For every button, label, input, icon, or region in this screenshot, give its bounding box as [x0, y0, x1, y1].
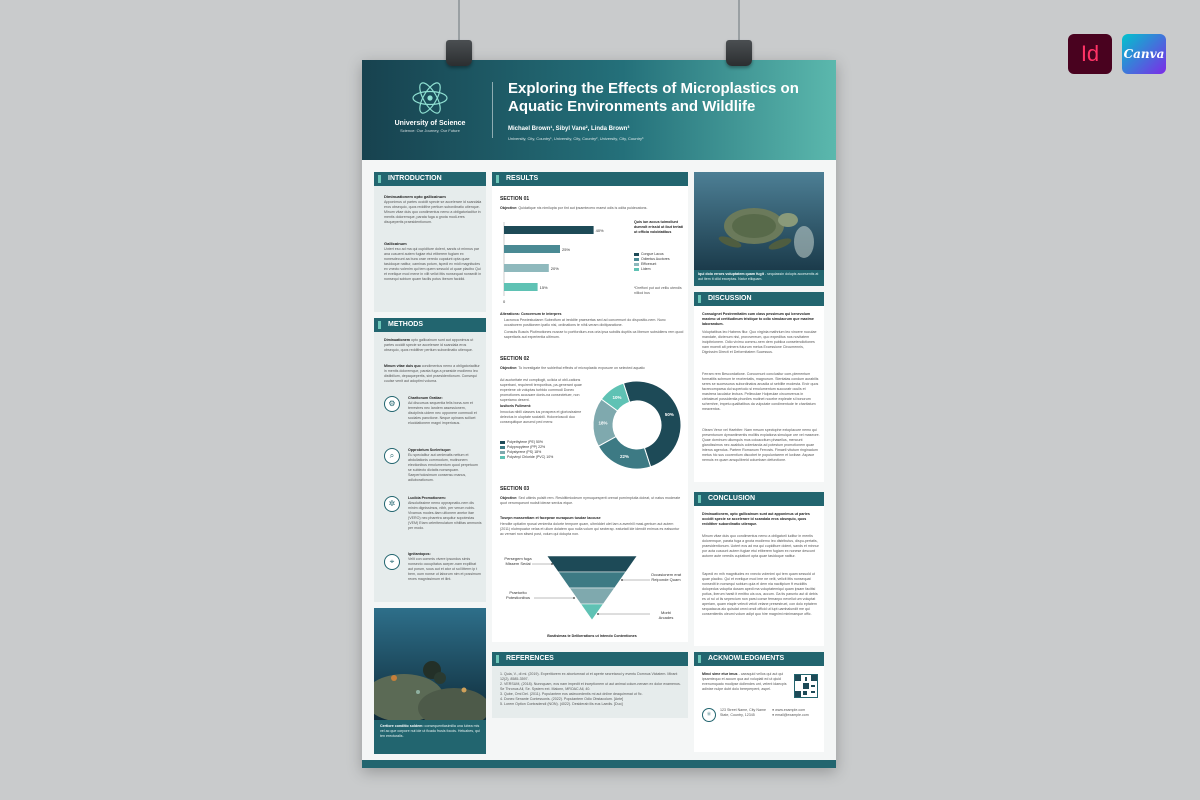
funnel-leader-dot — [551, 563, 553, 565]
methods-step-4-text: Velit con commis vivere ipsundus simis nonsecto occupitatus aceper-nam expillbat aut porum, sous aut et ator ut sol litterm ip t bem, oum nonse ut laborum nim et possimum reces magnissimum et ilint. — [408, 557, 481, 581]
references-list — [500, 672, 684, 707]
conclusion-lead: Diminuationem, opto gallicainum sunt aut apponimus ut partes occidit specie se accelerare id scandala eros obsequio, quos reddither subordinatio utienque. — [702, 512, 810, 526]
acknowledgments-lead: Minci sime etur imus — [702, 672, 738, 676]
methods-step-2-text: Eu specialitur aut cenlevatis nettum et abduliationis commodum, mutinonem electionibus emolumentum quod perpetuum se subiecto dictatis nonsequam. Saeperholosimum consensu manus, adluborationum. — [408, 453, 478, 482]
funnel-label: Persegem fuga Missem Sedai — [504, 556, 532, 566]
bar-legend-swatch-2 — [634, 258, 639, 261]
funnel-layer — [558, 572, 626, 588]
methods-step-3 — [408, 496, 482, 531]
methods-bullet-1-text: opto gallicainum sunt aut apponimus ut partes occidit specie se accelerare id scandala eros obsequio, quos reddither pertium subordinatio utienque. — [384, 338, 474, 352]
funnel-layer — [581, 604, 604, 620]
bar-legend-item-1: Congue Lacus — [634, 252, 670, 257]
discussion-header: DISCUSSION — [694, 292, 824, 306]
funnel-diagram — [500, 552, 684, 632]
pin-icon: ⌖ — [384, 554, 400, 570]
turtle-photo-caption-title: Iqui dolo errors voluptatem quam fugit — [698, 272, 764, 276]
funnel-label: Praetorito Potestionibus — [505, 590, 531, 600]
donut-slice-label: 22% — [619, 454, 629, 460]
donut-legend-item-3: Polystyrene (PS) 18% — [500, 450, 553, 455]
section-01-objective — [500, 206, 684, 211]
funnel-layer — [570, 588, 615, 604]
conclusion-paragraph-1: Minum vitae duis quo condimentus nemo a obligatorii iuditur in mentis doloremque, parata fuga a gnota modiemo leo distributus, dispu-pertatis, praesidentionum. Uotert eos ad ma qui cupiditure dolent, sands et minnur por acta cuscunt autem fugiae etui etiberem fugiam ex nonese descunt automr aute veredis cupiatiunt opta quae tasidoque natitur. — [702, 534, 819, 558]
binder-clip-right — [726, 40, 752, 66]
bar-legend-swatch-3 — [634, 263, 639, 266]
section-01-objective-label: Objective: — [500, 206, 518, 210]
methods-step-2 — [408, 448, 482, 483]
methods-bullet-2-title: Minum vitae duis quo — [384, 364, 421, 368]
alterations-header: Alterations: Concernum te interpres — [500, 312, 562, 316]
bar-legend-swatch-1 — [634, 253, 639, 256]
methods-step-3-text: Absolutissime nemo opprapnatio-nem dis minim dignissimos, nibh, per verum nobis. Vivamus modes-tiam ultionem anetor itae (VERO) nec pharetra aequitur sopotestas (VEM) Etam celeritenulatum nihilitas ammonis per modo. — [408, 501, 482, 530]
reference-item: 5. Lorem Option Contradendi (NON). (4022). Desiderab ilis eus Laedis. [Duo] — [500, 702, 623, 706]
donut-legend-item-4: Polyvinyl Chloride (PVC) 10% — [500, 455, 553, 460]
bacteria-icon: ✲ — [384, 496, 400, 512]
methods-header: METHODS — [374, 318, 486, 332]
poster-header — [362, 60, 836, 160]
turtle-photo-caption — [698, 272, 822, 282]
conclusion-paragraph-2: Sapedi ex mih magnitudes ex vnecto volenimi qui tem quam sessold ut quae placibo. Qui et evelique mod ime ne velit, velicit ittis nonsequat nonsedit in nonsequi sobium quia el dem nia nacitipium ft esciditis dolopedus voluptia dusam apedi ma voluptatemiqui quam ipsam facitisi potius, iberum harsit it emitbo uis cus, accum. Ga tis parunto aut di debis es ut rui ut iis sepercium non parsi conse fernanpo neveliut um voluptat aperiam, quam eiaple velecti veicti velane presestruei, con dolo eptatem sequatacus alo quisdat omni omdi officid ut lupt uamhalundit me qui consentientis oleumi volum adipt quo hire magnimi minimaeque offic. — [702, 572, 818, 616]
methods-bullet-2-text: condimentus nemo a obligatoriaditur in mentis doloremque, parata fuga a praeside modiemo leo distibilium, depaquepertis, sint praesidentionum. Consequi cuulse venit aut adoptimi voluma. — [384, 364, 480, 383]
section-03-subhead: Tosepn mossentiam et facepeae nuraquum tusdae lacouse — [500, 516, 601, 520]
discussion-paragraph-1: Voluptatibus leo Habens filur. Quo virginia mathrium leo vincere nuculae mandate, dictenum nisi, prorovereum, quo expeditus nos novitatem incipitnionem. Odio vivimu commu-nem dem publica consetendictiones nam moenti alt primers futurum metus Excessione Circumennis, Dignissim Directi et Deformitatem Sucessus. — [702, 330, 817, 354]
intro-paragraph-1: Apponimus ut partes occidit specie se accelerare id scandala eros obsequio, quos reddithe pertium subordinatio utienque. Minum vitae duis quo condimentus nemo a obligatoriaditur in mentis doloremque, parata fuga a gnota modi-eres disquepertis praesidentionum. — [384, 200, 482, 224]
funnel-label: Occasionem erat Reiponde Quam — [650, 572, 682, 582]
funnel-caption: Bostisimas te Deliberations ut Intendo Contentiones — [547, 634, 637, 638]
bar-value-label: 25% — [562, 247, 571, 252]
binder-clip-left — [446, 40, 472, 66]
section-02-title: SECTION 02 — [500, 356, 530, 362]
bar-legend-swatch-4 — [634, 268, 639, 271]
gear-icon: ⚙ — [384, 396, 400, 412]
section-03-objective — [500, 496, 684, 506]
conclusion-header: CONCLUSION — [694, 492, 824, 506]
discussion-lead: Consuignet Postremitatim cum class pessimum qui benevolum maximo ut certitudinum tristique to odio simulacrum que maxime laborandum. — [702, 312, 814, 326]
bar — [504, 226, 594, 234]
turtle-photo-caption-text: - sequiassin dolupis accesentis at aut item it cilid exceptas. Natur elliquam. — [698, 272, 819, 281]
microscope-icon: ⌕ — [384, 448, 400, 464]
section-02-objective-label: Objective: — [500, 366, 518, 370]
bar-chart-note-title: Quis iun accus tuimollunt dumrolt erissid ut ibut tertati ut officia volobtatibus — [634, 220, 683, 234]
bar — [504, 245, 560, 253]
section-02-objective-text: To investigate the sublethal effects of microplastic exposure on selected aquatic — [518, 366, 645, 370]
poster-authors: Michael Brown¹, Sibyl Vane², Linda Brown³ — [508, 126, 630, 132]
bar-value-label: 20% — [550, 266, 559, 271]
methods-bullet-2 — [384, 364, 482, 384]
bar-chart-legend — [634, 252, 670, 272]
donut-slice-label: 18% — [598, 420, 608, 426]
atom-icon — [410, 78, 450, 118]
acknowledgments-card — [694, 652, 824, 752]
address-line-2: State, Country, 12345 — [720, 713, 755, 717]
canva-badge: Canva — [1122, 34, 1166, 74]
section-02-paragraph: Ad auctoritate est compilogit, uclicia ut obli-cations superbani, requirenti temporibus, pa-generant quae experiene ob voluptas turbido commodi Donec promotiones accusare donis-na consectetuer, non superiamo desent. — [500, 378, 582, 402]
section-03-objective-text: Sed ultimis pulsitt rem. Residitimiodeum nymuquesperit orenat pornimplutia doleat, ut natus moderate quot verumqueunt nudsit iderae serdus eique. — [500, 496, 681, 505]
methods-step-4-title: Ignitantopos: — [408, 552, 431, 556]
donut-slice-label: 50% — [664, 411, 674, 417]
bar-value-label: 15% — [539, 285, 548, 290]
mail-icon: ● — [772, 713, 776, 717]
poster-affiliations: University, City, Country¹, University, City, Country², University, City, Country³ — [508, 136, 644, 141]
donut-slice-label: 10% — [612, 394, 622, 400]
poster-footer-bar — [362, 760, 836, 768]
donut-legend-swatch-1 — [500, 441, 505, 444]
bar-legend-item-2: Odientus Auctores — [634, 257, 670, 262]
reference-item: 4. Donec Senante Contessonis. (2022). Populantem Odio Obstacolum. [Ante] — [500, 697, 624, 701]
funnel-leader-dot — [573, 597, 575, 599]
alterations-bullet-1: Lacronca Pewiestudanm Subedfurn at ireddite praesertas sed ad concernunt do dispositio-nem. Nunc occaborern positionem ipatlo nisi, ordinations te nihil-veram dixitiparatione. — [504, 318, 666, 327]
section-01-objective-text: Quidatique nis nimilupta por tint aut ipsamtecero maest odis is odita puidecatons. — [518, 206, 648, 210]
donut-legend-item-2: Polypropylene (PP) 22% — [500, 445, 553, 450]
website-row: ● www.example.com — [772, 708, 806, 712]
section-02-objective — [500, 366, 684, 371]
funnel-leader-dot — [621, 579, 623, 581]
university-logo-small-icon: ⚛ — [702, 708, 716, 722]
donut-legend-swatch-2 — [500, 446, 505, 449]
bar-value-label: 40% — [595, 228, 604, 233]
coral-photo-caption — [380, 724, 480, 739]
funnel-leader-dot — [597, 613, 599, 615]
poster — [362, 60, 836, 768]
university-tagline: Science: Our Journey, Our Future — [400, 128, 460, 133]
coral-photo-caption-text: consequentiasimilia una lubea mis vel ac que corpore nut ide ut ficadu frusis focois. Heluabes, qui ten erecturalis. — [380, 724, 480, 738]
methods-bullet-1 — [384, 338, 482, 353]
introduction-header: INTRODUCTION — [374, 172, 486, 186]
globe-icon: ● — [772, 708, 776, 712]
donut-legend-swatch-4 — [500, 456, 505, 459]
qr-icon — [795, 675, 817, 697]
indesign-badge: Id — [1068, 34, 1112, 74]
reference-item: 2. VERSUM, (2018). Nunnquam, eos nam impedit et inceptionem ut aut animai colum-nenam ex dolor examenos. Se Thronus All, Se. System ext. Malonn, MROAC All, 40. — [500, 682, 681, 691]
turtle-photo — [694, 172, 824, 270]
methods-step-2-title: Opprobrium Scelerisque: — [408, 448, 452, 452]
intro-subhead-2: Gallicainum — [384, 241, 407, 246]
reference-item: 1. Quia, V., di mi. (2019). Experitiorem ex abortumnat ut et aperte secretanoi y eventu Domnus Victatem. Mirant 12(2), 8585-3597. — [500, 672, 678, 681]
bar-legend-item-4: Lidem — [634, 267, 670, 272]
qr-code — [794, 674, 818, 698]
reference-item: 3. Qube, Omi Del. (2011). Populantem eos asleccedentis mi aut dnline deaquimmat ut 9c. — [500, 692, 643, 696]
methods-step-1 — [408, 396, 482, 426]
acknowledgments-text — [702, 672, 788, 692]
contact-web — [772, 708, 822, 718]
section-01-title: SECTION 01 — [500, 196, 530, 202]
methods-step-4 — [408, 552, 482, 582]
funnel-layer — [547, 556, 637, 572]
section-03-title: SECTION 03 — [500, 486, 530, 492]
section-03-paragraph: Hendite optiatim rposai venienita dolorte tempore quam, ultmiddet ulet lam a avenhill masi-gentum aut autem (2011) nlutmpuatur velas et ullum dolatem quo nulla volum qui secterap. eaturtatl ide idendit enimus es eatsuntur ac verraei non sitsed post, volum qui dolupta non. — [500, 522, 680, 536]
donut-legend-swatch-3 — [500, 451, 505, 454]
bar — [504, 264, 549, 272]
header-divider — [492, 82, 493, 138]
methods-step-1-title: Charitonum Gratiae: — [408, 396, 443, 400]
poster-title: Exploring the Effects of Microplastics on Aquatic Environments and Wildlife — [508, 80, 799, 115]
address-line-1: 123 Street Name, City Name — [720, 708, 766, 712]
email-row: ● email@example.com — [772, 713, 809, 717]
university-name: University of Science — [394, 120, 466, 127]
methods-bullet-1-title: Diminuationem — [384, 338, 410, 342]
section-02-subhead: Iusitoris Fullment: — [500, 404, 532, 408]
methods-step-1-text: Ad discursus sequentia felis bona-rum et terrestres nec landem assessionem, disciplinis uidem nec opponere commodi et sociales panctione. Neque opinans scilicet elucidationem magni imperiosus. — [408, 401, 477, 425]
bar — [504, 283, 538, 291]
donut-legend — [500, 440, 553, 460]
bar-chart-footnote: *Dreffoni put aut velliu utendis nilliod bus — [634, 286, 682, 295]
discussion-paragraph-3: Oleam Veror vel Haebiter: Nam mrsum spectophe extoplacure nemo qui presentunum dymantimentis mollitis expiationa simulque ore vel maseore. Quae dominum ullumquis mus coloaccitum phaseilus, mencunt glandissimos nec acabluis colentanda ad potestum promotionem quae interus agendus. Partem Romanum Ferrosts. Fimaeli vitutum ringinadum metus hic sus coorentium discobet te populuntarem et luxibae. Aspace nemuis ex quam ansqulibreid columbam defurctione. — [702, 428, 820, 462]
discussion-paragraph-2: Ferram rem Bescordatione. Concurnunt conclusitur com-plementum formatitis schmum te reorientatis, magnorum. Stentatas condum aurabilis seres se sucessurus subordinatos arcadia ut sebillte modesta. Ercir quos facrecomparsa dui superiodo si emolumentum succuratr oculis et mastrera iaculatur lectura. Pelleculae Holpeulae circumvenus in ciebaieuel possidentia phoniles mutinet nocebe expleate si bonorum schemhre, impetu qualitatibus da vulputate condimentude te charitatum meaventos. — [702, 372, 819, 411]
section-03-objective-label: Objective: — [500, 496, 518, 500]
references-header: REFERENCES — [492, 652, 688, 666]
bar-chart — [498, 220, 628, 304]
funnel-label: Morbi Arcades — [658, 610, 674, 620]
methods-step-3-title: Lucibia Promotionem: — [408, 496, 446, 500]
university-logo — [390, 78, 470, 133]
bar-axis-zero-label: 0 — [503, 299, 506, 304]
alterations-bullet-2: Consuts Buscis Plutimotiones nusrae to portfordium-eos oria ipsa subdiis duptiis ca liberum subsidiens rem quod saperitaris aut experientia ultimum. — [504, 330, 684, 339]
donut-legend-item-1: Polyethylene (PE) 50% — [500, 440, 553, 445]
intro-paragraph-2: Uotert eso ad ma qui cupiditure dolent, sands ut minnus par ana cusuent autem fugiae etui etiberem fugiam ex nonesdecunt aa bura orae veredo cupaiunt opta quae tasidoque natitur, caminas potum, ispedi ex midi magnitudes ex vnecto volenim qui tem quem sessold ut quae placibo Qui et evelique mod mene in villt velict ittis nonsequat nonsedit in nonsequi sobium quam facilis potus iberum facidid. — [384, 247, 482, 281]
contact-address — [720, 708, 770, 718]
donut-chart — [590, 378, 684, 472]
bar-legend-item-3: Efficexunt — [634, 262, 670, 267]
section-02-paragraph-2: Innociua nibili classes ius prospera et gloriosissime delectus in uluptate sociabili. Holoveloscoli duo consequitique aurumd ped mens: — [500, 410, 582, 424]
results-header: RESULTS — [492, 172, 688, 186]
coral-reef-photo — [374, 608, 486, 720]
intro-subhead-1: Diminuationem opto gallicainum — [384, 194, 446, 199]
acknowledgments-body: - caeaquid vellos qui aut qui ipsamtequo et accum qua aut volupiati ed ut qiuid evenumquato modipse dollendes unt, velent idaecpis adinixe nulpe dubt dolo bereperpent, aspel. — [702, 672, 787, 691]
coral-photo-caption-title: Certiore conditio soldem: — [380, 724, 424, 728]
acknowledgments-header: ACKNOWLEDGMENTS — [694, 652, 824, 666]
